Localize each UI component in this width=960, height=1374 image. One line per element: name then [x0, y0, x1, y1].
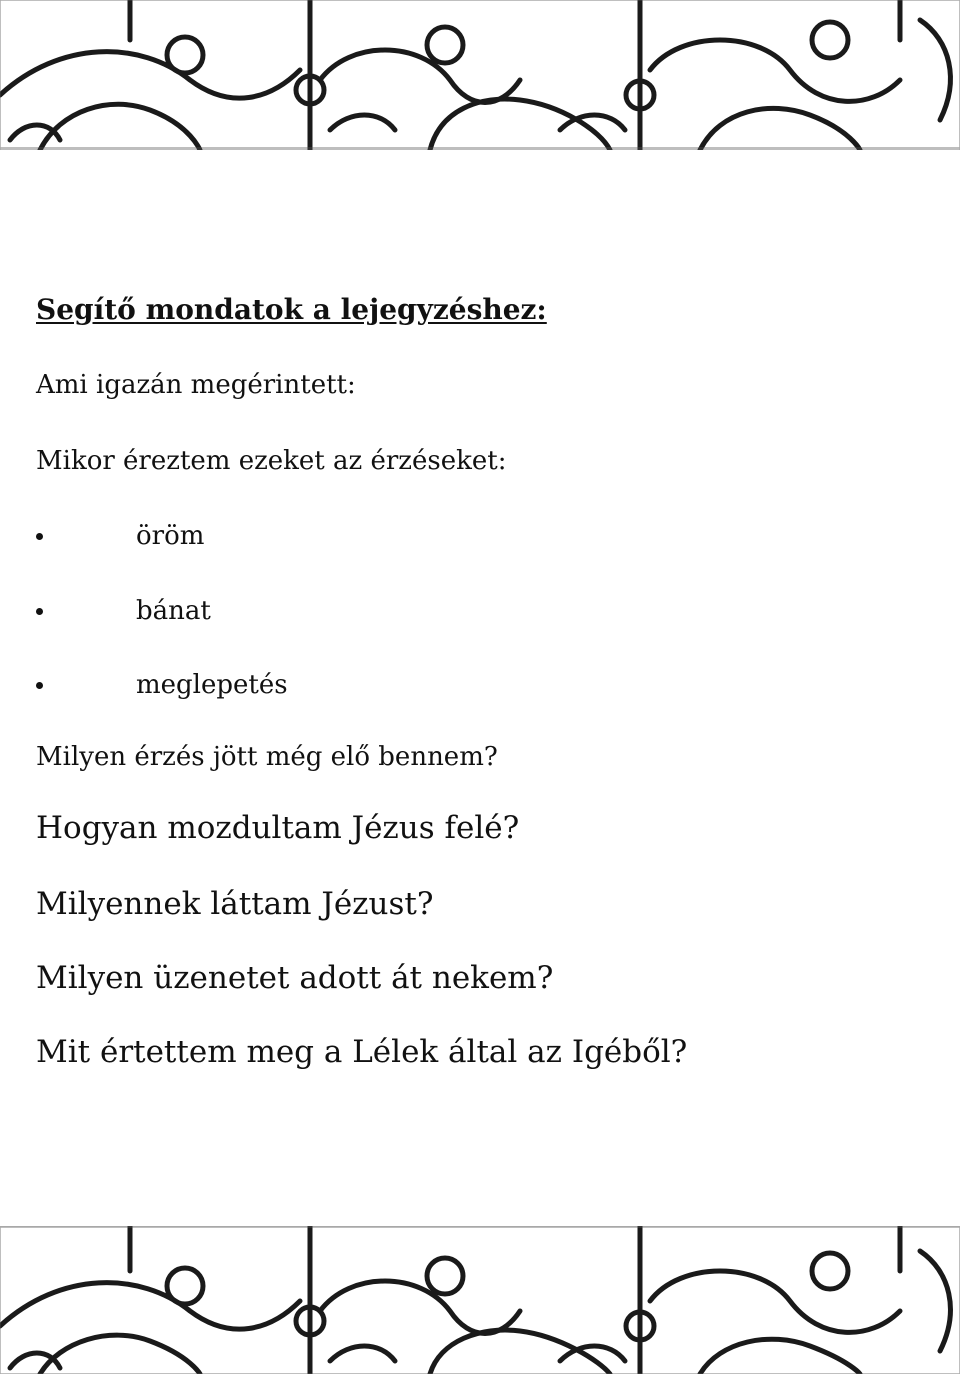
question-line: Milyennek láttam Jézust? — [36, 886, 434, 922]
list-item-text: bánat — [136, 596, 211, 626]
bullet-icon — [36, 608, 43, 615]
question-line: Milyen érzés jött még elő bennem? — [36, 742, 498, 772]
question-line: Mit értettem meg a Lélek által az Igéből? — [36, 1034, 688, 1070]
bullet-icon — [36, 682, 43, 689]
list-item-text: meglepetés — [136, 670, 288, 700]
bottom-ornament-icon — [0, 1226, 960, 1374]
question-line: Hogyan mozdultam Jézus felé? — [36, 810, 520, 846]
bullet-icon — [36, 533, 43, 540]
page-heading: Segítő mondatok a lejegyzéshez: — [36, 293, 547, 326]
question-line: Milyen üzenetet adott át nekem? — [36, 960, 554, 996]
list-item-text: öröm — [136, 521, 205, 551]
top-ornament-icon — [0, 0, 960, 150]
prompt-line-touched: Ami igazán megérintett: — [36, 370, 356, 400]
prompt-line-feelings: Mikor éreztem ezeket az érzéseket: — [36, 446, 507, 476]
